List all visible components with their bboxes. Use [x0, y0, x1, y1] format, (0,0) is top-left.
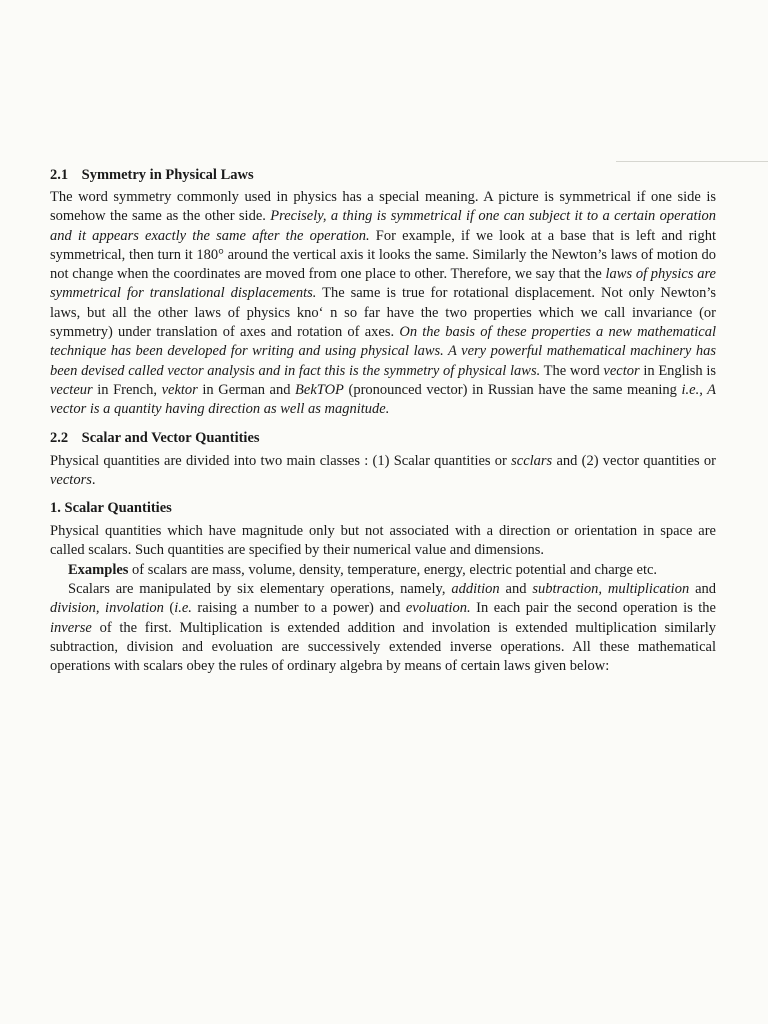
- text-run: For example, if we look at a base that is left and right symmetrical, then turn it 180° around the vertical axis it looks the same. Similarly the Newton’s laws of motion do not change when the coordinates are moved from one place to other. Therefore, we say that the: [50, 227, 716, 283]
- section-heading-symmetry: [50, 166, 716, 185]
- italic-run: i.e.: [174, 600, 192, 617]
- italic-run: subtraction, multiplication: [532, 581, 690, 598]
- italic-run: vectors: [50, 471, 92, 488]
- italic-run: laws of physics are symmetrical for translational displacements.: [50, 266, 716, 302]
- text-run: .: [91, 471, 96, 488]
- text-run: In each pair the second operation is the: [470, 600, 716, 617]
- italic-run: i.e., A vector is a quantity having direction as well as magnitude.: [50, 381, 716, 418]
- bold-run: Examples: [68, 561, 129, 578]
- text-run: of the first. Multiplication is extended addition and involation is extended multiplication similarly subtraction, division and evoluation are successively extended inverse operations. All these mathematical operations with scalars obey the rules of ordinary algebra by means of certain laws given below:: [50, 619, 716, 675]
- text-run: of scalars are mass, volume, density, temperature, energy, electric potential and charge etc.: [128, 561, 658, 578]
- text-run: (pronounced vector) in Russian have the same meaning: [343, 381, 682, 398]
- paragraph-scalar-definition: Physical quantities which have magnitude only but not associated with a direction or orientation in space are called scalars. Such quantities are specified by their numerical value and dimensions.: [50, 523, 716, 559]
- italic-run: vektor: [161, 381, 198, 398]
- text-run: in English is: [639, 362, 716, 379]
- section-title: Symmetry in Physical Laws: [81, 167, 254, 183]
- italic-run: On the basis of these properties a new mathematical technique has been developed for writing and using physical laws. A very powerful mathematical machinery has been devised called vector analysis and in fact this is the symmetry of physical laws.: [50, 324, 716, 379]
- paragraph-examples: [50, 561, 716, 580]
- italic-run: scclars: [511, 452, 553, 469]
- italic-run: vector: [603, 362, 640, 379]
- italic-run: inverse: [50, 619, 92, 636]
- text-run: and (2) vector quantities or: [552, 452, 716, 469]
- section-heading-scalar-vector: [50, 429, 716, 448]
- text-run: in French,: [92, 381, 162, 398]
- text-run: (: [163, 600, 175, 617]
- paragraph-classes: [50, 452, 716, 491]
- section-title: Scalar and Vector Quantities: [81, 429, 260, 446]
- italic-run: addition: [451, 581, 500, 598]
- italic-run: Precisely, a thing is symmetrical if one can subject it to a certain operation and it appears exactly the same after the operation.: [50, 208, 717, 244]
- text-run: Physical quantities are divided into two main classes : (1) Scalar quantities or: [50, 452, 512, 469]
- document-body: [50, 166, 716, 677]
- text-run: in German and: [197, 381, 296, 398]
- text-run: and: [499, 581, 533, 598]
- text-run: The word: [540, 362, 604, 379]
- section-number: 2.1: [50, 167, 69, 183]
- italic-run: BekTOP: [295, 381, 344, 398]
- italic-run: vecteur: [50, 381, 93, 398]
- scan-rule-line: [616, 161, 768, 162]
- text-run: The word symmetry commonly used in physics has a special meaning. A picture is symmetrical if one side is somehow the same as the other side.: [50, 189, 716, 225]
- subsection-heading-scalar-quantities: 1. Scalar Quantities: [50, 500, 172, 517]
- text-run: Scalars are manipulated by six elementary operations, namely,: [68, 581, 452, 598]
- italic-run: division, involation: [50, 600, 164, 617]
- text-run: The same is true for rotational displacement. Not only Newton’s laws, but all the other laws of physics knoʻ n so far have the two properties which we call invariance (or symmetry) under translation of axes and rotation of axes.: [50, 285, 716, 341]
- text-run: and: [689, 581, 717, 598]
- text-run: raising a number to a power) and: [191, 600, 406, 617]
- italic-run: evoluation.: [405, 600, 471, 617]
- paragraph-operations: [50, 580, 716, 676]
- section-number: 2.2: [50, 429, 69, 446]
- paragraph-symmetry: [50, 188, 716, 420]
